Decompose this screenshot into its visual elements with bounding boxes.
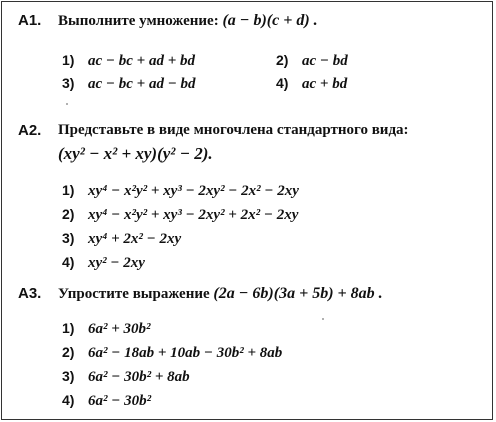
scan-speck [66,103,68,105]
question-number: A1. [18,12,42,29]
option-expression: ac − bc + ad − bd [88,76,196,92]
option-expression: 6a² − 30b² [88,393,152,409]
question-text [58,12,318,30]
option-expression: xy² − 2xy [88,255,145,271]
scan-speck [322,318,324,320]
option-number: 4) [62,392,75,408]
option-expression: 6a² + 30b² [88,321,151,337]
option-a1-4 [276,75,347,93]
question-number: A3. [18,285,42,302]
option-a3-4 [62,392,151,410]
option-number: 1) [62,52,75,68]
question-expression: (2a − 6b)(3a + 5b) + 8ab . [213,285,383,302]
option-expression: xy⁴ − x²y² + xy³ − 2xy² + 2x² − 2xy [88,207,299,223]
option-expression: ac − bc + ad + bd [88,53,195,69]
question-prompt: Представьте в виде многочлена стандартного вида: [58,122,409,138]
option-number: 3) [62,75,75,91]
option-a2-1 [62,182,299,200]
option-number: 4) [276,75,289,91]
option-a1-1 [62,52,195,70]
option-expression: 6a² − 18ab + 10ab − 30b² + 8ab [88,345,283,361]
option-expression: ac − bd [302,53,348,69]
option-number: 2) [62,344,75,360]
question-prompt: Упростите выражение [58,286,210,302]
option-number: 4) [62,254,75,270]
option-a3-3 [62,368,190,386]
option-number: 1) [62,182,75,198]
question-number: A2. [18,122,42,139]
option-expression: xy⁴ − x²y² + xy³ − 2xy² − 2x² − 2xy [88,183,299,199]
question-prompt: Выполните умножение: [58,13,219,29]
question-expression: (a − b)(c + d) . [222,12,318,29]
option-a2-3 [62,230,181,248]
question-text [58,285,383,303]
option-a3-1 [62,320,151,338]
option-a1-3 [62,75,196,93]
option-number: 3) [62,230,75,246]
option-expression: xy⁴ + 2x² − 2xy [88,231,182,247]
question-expression: (xy² − x² + xy)(y² − 2). [58,144,213,163]
option-number: 1) [62,320,75,336]
option-a1-2 [276,52,348,70]
option-number: 3) [62,368,75,384]
option-number: 2) [62,206,75,222]
option-expression: 6a² − 30b² + 8ab [88,369,190,385]
option-number: 2) [276,52,289,68]
option-a2-4 [62,254,145,272]
option-a3-2 [62,344,282,362]
option-expression: ac + bd [302,76,348,92]
option-a2-2 [62,206,298,224]
